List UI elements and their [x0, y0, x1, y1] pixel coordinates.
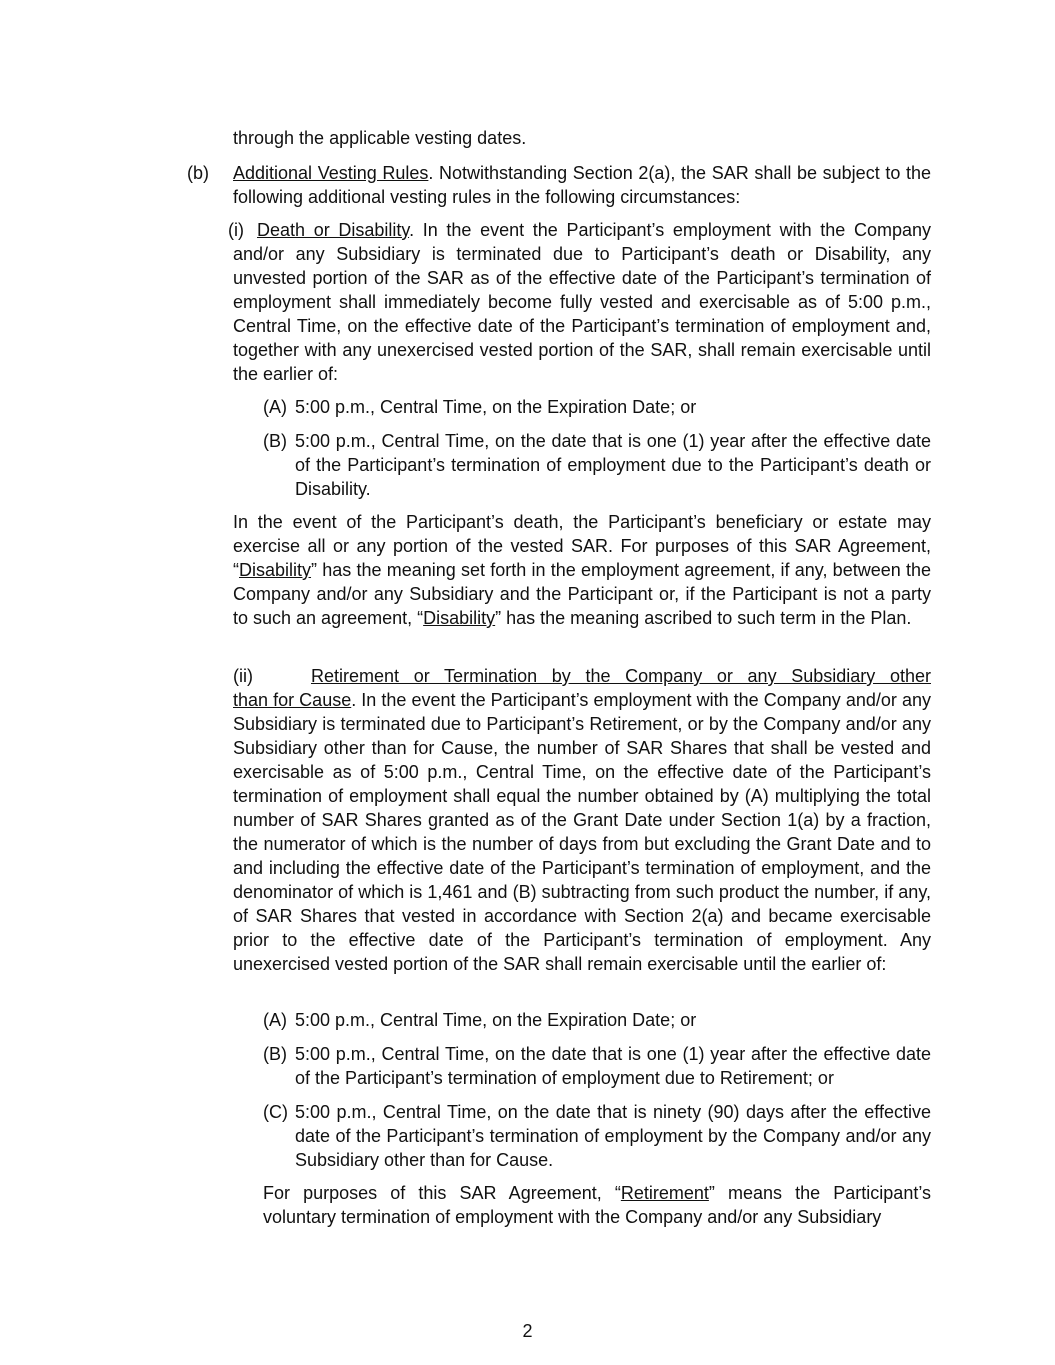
section-ii-after-2: ” means the Participant’s voluntary termination of employment with the Company and/or any Subsidiary	[263, 1183, 932, 1227]
section-ii-text: . In the event the Participant’s employment with the Company and/or any Subsidiary is terminated due to Participant’s Retirement, or by the Company and/or any Subsidiary other than for Cause, the number of SAR Shares that shall be vested and exercisable as of 5:00 p.m., Central Time, on the effective date of the Participant’s termination of employment shall equal the number obtained by (A) multiplying the total number of SAR Shares granted as of the Grant Date under Section 1(a) by a fraction, the numerator of which is the number of days from but excluding the Grant Date and to and including the effective date of the Participant’s termination of employment, and the denominator of which is 1,461 and (B) subtracting from such product the number, if any, of SAR Shares that vested in accordance with Section 2(a) and became exercisable prior to the effective date of the Participant’s termination of employment. Any unexercised vested portion of the SAR shall remain exercisable until the earlier of:	[233, 690, 931, 974]
continuation-line: through the applicable vesting dates.	[233, 128, 527, 148]
section-ii-b-text: 5:00 p.m., Central Time, on the date that is one (1) year after the effective date of the Participant’s termination of employment due to Retirement; or	[295, 1044, 931, 1088]
section-i-b-label: (B)	[263, 431, 287, 451]
disability-term-1: Disability	[239, 560, 312, 580]
section-ii-c-label: (C)	[263, 1102, 288, 1122]
section-ii-paragraph	[233, 688, 931, 976]
section-ii-after-1: For purposes of this SAR Agreement, “	[263, 1183, 621, 1203]
section-ii-heading-line1: Retirement or Termination by the Company or any Subsidiary other	[311, 666, 931, 686]
section-b-paragraph	[233, 161, 931, 209]
section-ii-b-label: (B)	[263, 1044, 287, 1064]
section-ii-a-label: (A)	[263, 1010, 287, 1030]
section-ii-after-paragraph	[263, 1181, 931, 1229]
page-number: 2	[522, 1321, 533, 1341]
section-b-heading: Additional Vesting Rules	[233, 163, 429, 183]
section-i-paragraph	[233, 218, 931, 386]
disability-term-2: Disability	[423, 608, 496, 628]
section-i-after-1: In the event of the Participant’s death, the Participant’s beneficiary or estate may exercise all or any portion of the vested SAR. For purposes of this SAR Agreement, “	[233, 512, 931, 580]
section-b-text: . Notwithstanding Section 2(a), the SAR shall be subject to the following additional vesting rules in the following circumstances:	[233, 163, 931, 207]
section-i-b-text: 5:00 p.m., Central Time, on the date that is one (1) year after the effective date of the Participant’s termination of employment due to the Participant’s death or Disability.	[295, 431, 931, 499]
section-b-label: (b)	[187, 163, 209, 183]
section-i-a-label: (A)	[263, 397, 287, 417]
section-i-heading: Death or Disability	[257, 220, 410, 240]
section-i-label: (i)	[228, 220, 244, 240]
retirement-term: Retirement	[620, 1183, 709, 1203]
section-i-text: . In the event the Participant’s employment with the Company and/or any Subsidiary is terminated due to Participant’s death or Disability, any unvested portion of the SAR as of the effective date of the Participant’s termination of employment shall immediately become fully vested and exercisable as of 5:00 p.m., Central Time, on the effective date of the Participant’s termination of employment and, together with any unexercised vested portion of the SAR, shall remain exercisable until the earlier of:	[233, 220, 931, 384]
section-ii-a-text: 5:00 p.m., Central Time, on the Expiration Date; or	[295, 1010, 697, 1030]
section-i-after-2: ” has the meaning set forth in the employment agreement, if any, between the Company and/or any Subsidiary and the Participant or, if the Participant is not a party to such an agreement, “	[233, 560, 931, 628]
section-ii-c-text: 5:00 p.m., Central Time, on the date that is ninety (90) days after the effective date of the Participant’s termination of employment by the Company and/or any Subsidiary other than for Cause.	[295, 1102, 931, 1170]
section-ii-label: (ii)	[233, 666, 253, 686]
section-i-after-paragraph	[233, 510, 931, 630]
section-i-a-text: 5:00 p.m., Central Time, on the Expiration Date; or	[295, 397, 697, 417]
section-i-after-3: ” has the meaning ascribed to such term in the Plan.	[495, 608, 912, 628]
section-ii-heading-line2: than for Cause	[233, 690, 352, 710]
